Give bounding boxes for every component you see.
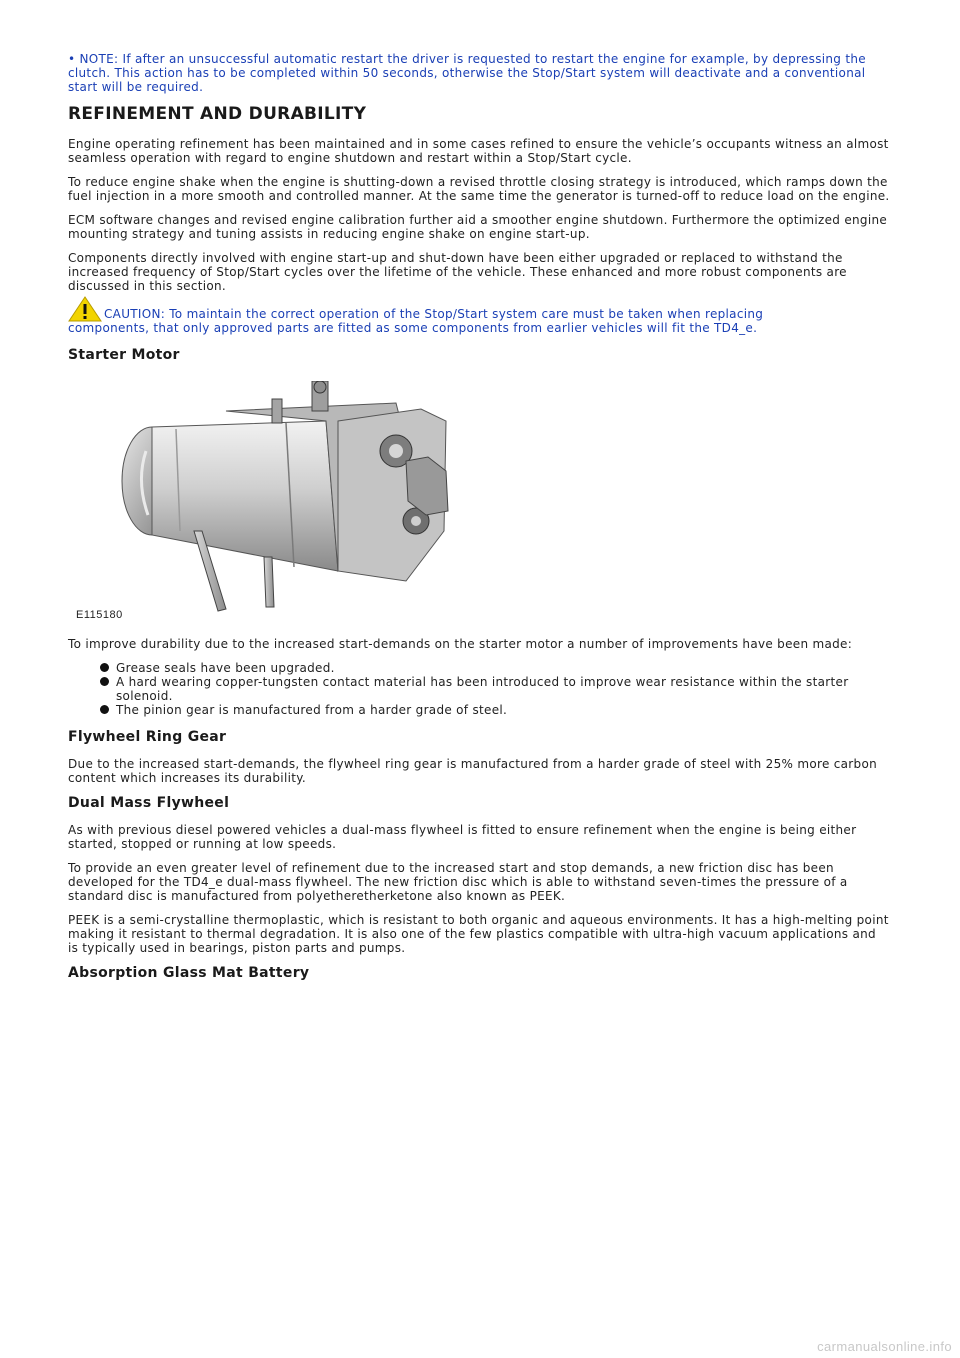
- subheading-agm-battery: Absorption Glass Mat Battery: [68, 965, 310, 981]
- dual-mass-flywheel-paragraph-3: PEEK is a semi-crystalline thermoplastic, which is resistant to both organic and aqueous environments. It has a high-melting point making it resistant to thermal degradation. It is also one of the few plastics compatible with ultra-high vacuum applications and is typically used in bearings, piston parts and pumps.: [68, 913, 889, 955]
- flywheel-ring-gear-paragraph: Due to the increased start-demands, the flywheel ring gear is manufactured from a harder grade of steel with 25% more carbon content which increases its durability.: [68, 757, 877, 785]
- subheading-dual-mass-flywheel: Dual Mass Flywheel: [68, 795, 230, 811]
- starter-motor-intro: To improve durability due to the increased start-demands on the starter motor a number of improvements have been made:: [68, 637, 853, 651]
- caution-text-line-1: CAUTION: To maintain the correct operation of the Stop/Start system care must be taken when replacing: [104, 307, 764, 321]
- refinement-paragraph-2: To reduce engine shake when the engine is shutting-down a revised throttle closing strategy is introduced, which ramps down the fuel injection in a more smooth and controlled manner. At the same time the generator is turned-off to reduce load on the engine.: [68, 175, 890, 203]
- section-heading-refinement: REFINEMENT AND DURABILITY: [68, 104, 367, 124]
- list-item-text: The pinion gear is manufactured from a harder grade of steel.: [116, 703, 508, 717]
- refinement-paragraph-4: Components directly involved with engine start-up and shut-down have been either upgraded or replaced to withstand the increased frequency of Stop/Start cycles over the lifetime of the vehicle. These enhanced and more robust components are discussed in this section.: [68, 251, 847, 293]
- subheading-starter-motor: Starter Motor: [68, 347, 180, 363]
- dual-mass-flywheel-paragraph-1: As with previous diesel powered vehicles a dual-mass flywheel is fitted to ensure refinement when the engine is being either started, stopped or running at low speeds.: [68, 823, 857, 851]
- refinement-paragraph-1: Engine operating refinement has been maintained and in some cases refined to ensure the vehicle’s occupants witness an almost seamless operation with regard to engine shutdown and restart within a Stop/Start cycle.: [68, 137, 889, 165]
- warning-triangle-icon: [68, 296, 102, 322]
- list-item-text: Grease seals have been upgraded.: [116, 661, 335, 675]
- list-item: [116, 675, 890, 703]
- bullet-icon: [100, 705, 109, 714]
- list-item: [116, 703, 890, 717]
- starter-motor-figure: [76, 381, 476, 621]
- starter-motor-improvements-list: [68, 661, 890, 717]
- bullet-icon: [100, 677, 109, 686]
- dual-mass-flywheel-paragraph-2: To provide an even greater level of refinement due to the increased start and stop demands, a new friction disc has been developed for the TD4_e dual-mass flywheel. The new friction disc which is able to withstand seven-times the pressure of a standard disc is manufactured from polyetheretherketone also known as PEEK.: [68, 861, 848, 903]
- caution-block: [68, 307, 890, 335]
- list-item-text: A hard wearing copper-tungsten contact material has been introduced to improve wear resistance within the starter solenoid.: [116, 675, 849, 703]
- note-paragraph: • NOTE: If after an unsuccessful automatic restart the driver is requested to restart the engine for example, by depressing the clutch. This action has to be completed within 50 seconds, otherwise the Stop/Start system will deactivate and a conventional start will be required.: [68, 52, 866, 94]
- list-item: [116, 661, 890, 675]
- starter-motor-illustration: [76, 381, 476, 621]
- subheading-flywheel-ring-gear: Flywheel Ring Gear: [68, 729, 227, 745]
- document-page: [68, 52, 890, 993]
- bullet-icon: [100, 663, 109, 672]
- watermark-text: carmanualsonline.info: [817, 1339, 952, 1354]
- refinement-paragraph-3: ECM software changes and revised engine calibration further aid a smoother engine shutdown. Furthermore the optimized engine mounting strategy and tuning assists in reducing engine shake on engine start-up.: [68, 213, 888, 241]
- caution-text-line-2: components, that only approved parts are fitted as some components from earlier vehicles will fit the TD4_e.: [68, 321, 758, 335]
- figure-label: E115180: [76, 609, 123, 621]
